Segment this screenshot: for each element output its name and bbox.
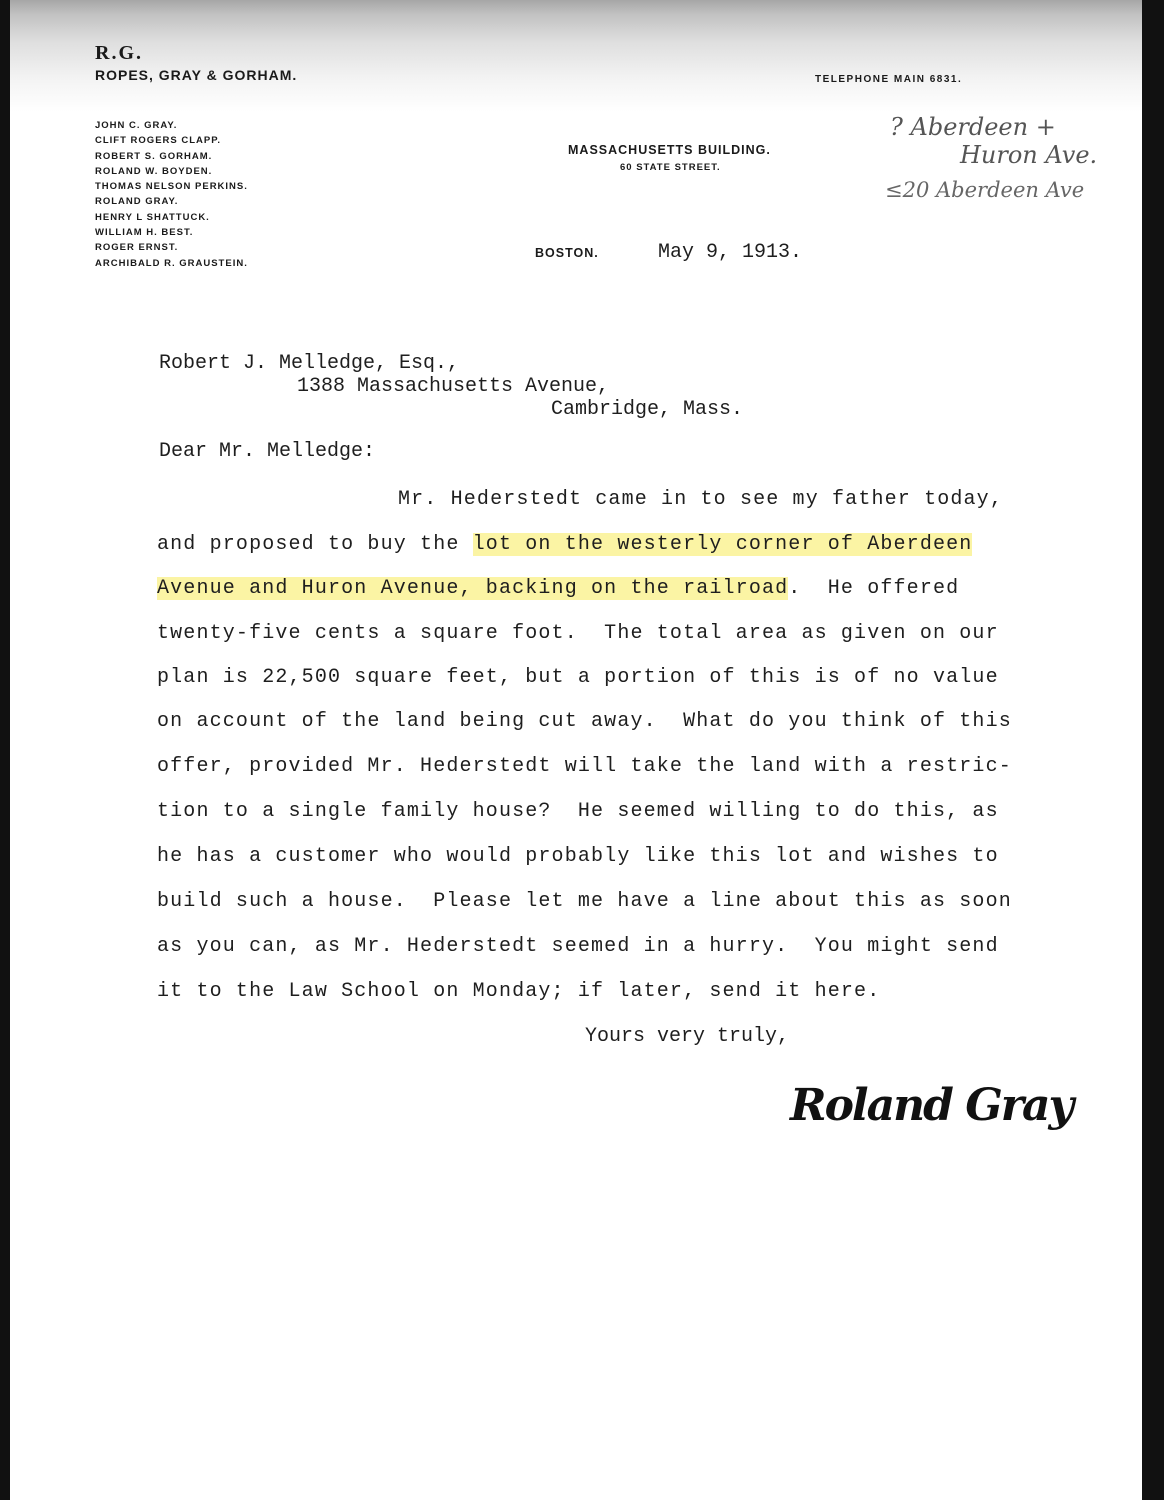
street-address: 60 STATE STREET. xyxy=(620,162,721,173)
handwritten-note: Huron Ave. xyxy=(960,141,1098,169)
partner-name: ROGER ERNST. xyxy=(95,242,179,254)
partner-name: ARCHIBALD R. GRAUSTEIN. xyxy=(95,257,248,269)
recipient-name: Robert J. Melledge, Esq., xyxy=(159,352,460,375)
scan-border-left xyxy=(0,0,10,1500)
partner-name: WILLIAM H. BEST. xyxy=(95,227,194,239)
closing: Yours very truly, xyxy=(585,1025,790,1048)
salutation: Dear Mr. Melledge: xyxy=(159,440,376,463)
handwritten-signature: Roland Gray xyxy=(790,1080,1073,1131)
partner-list xyxy=(95,118,248,271)
recipient-street: 1388 Massachusetts Avenue, xyxy=(297,375,610,398)
partner-name: ROLAND GRAY. xyxy=(95,196,179,208)
body-line xyxy=(157,533,972,556)
body-text: and proposed to buy the xyxy=(157,533,473,556)
highlighted-text: lot on the westerly corner of Aberdeen xyxy=(472,533,973,556)
body-line: on account of the land being cut away. What do you think of this xyxy=(157,710,1012,733)
body-line xyxy=(157,577,959,600)
handwritten-note: ? Aberdeen + xyxy=(890,113,1056,141)
recipient-city: Cambridge, Mass. xyxy=(551,398,744,421)
highlighted-text: Avenue and Huron Avenue, backing on the railroad xyxy=(157,577,789,600)
body-line: plan is 22,500 square feet, but a portion of this is of no value xyxy=(157,666,999,689)
partner-name: CLIFT ROGERS CLAPP. xyxy=(95,135,221,147)
firm-monogram: R.G. xyxy=(95,42,143,64)
partner-name: JOHN C. GRAY. xyxy=(95,120,178,131)
building-name: MASSACHUSETTS BUILDING. xyxy=(568,143,771,157)
body-line: offer, provided Mr. Hederstedt will take the land with a restric- xyxy=(157,755,1012,778)
body-line: Mr. Hederstedt came in to see my father today, xyxy=(398,488,1003,511)
body-line: as you can, as Mr. Hederstedt seemed in a hurry. You might send xyxy=(157,935,999,958)
body-text: . He offered xyxy=(788,577,960,600)
body-line: tion to a single family house? He seemed willing to do this, as xyxy=(157,800,999,823)
partner-name: HENRY L SHATTUCK. xyxy=(95,211,210,223)
handwritten-note: ≤20 Aberdeen Ave xyxy=(885,178,1085,202)
partner-name: ROLAND W. BOYDEN. xyxy=(95,165,213,177)
telephone-number: TELEPHONE MAIN 6831. xyxy=(815,74,963,85)
body-line: build such a house. Please let me have a line about this as soon xyxy=(157,890,1012,913)
body-line: it to the Law School on Monday; if later, send it here. xyxy=(157,980,881,1003)
firm-name: ROPES, GRAY & GORHAM. xyxy=(95,67,298,83)
body-line: twenty-five cents a square foot. The total area as given on our xyxy=(157,622,999,645)
scan-border-right xyxy=(1142,0,1164,1500)
partner-name: ROBERT S. GORHAM. xyxy=(95,150,213,162)
partner-name: THOMAS NELSON PERKINS. xyxy=(95,181,248,193)
city-name: BOSTON. xyxy=(535,246,599,260)
letter-date: May 9, 1913. xyxy=(658,241,803,264)
body-line: he has a customer who would probably like this lot and wishes to xyxy=(157,845,999,868)
